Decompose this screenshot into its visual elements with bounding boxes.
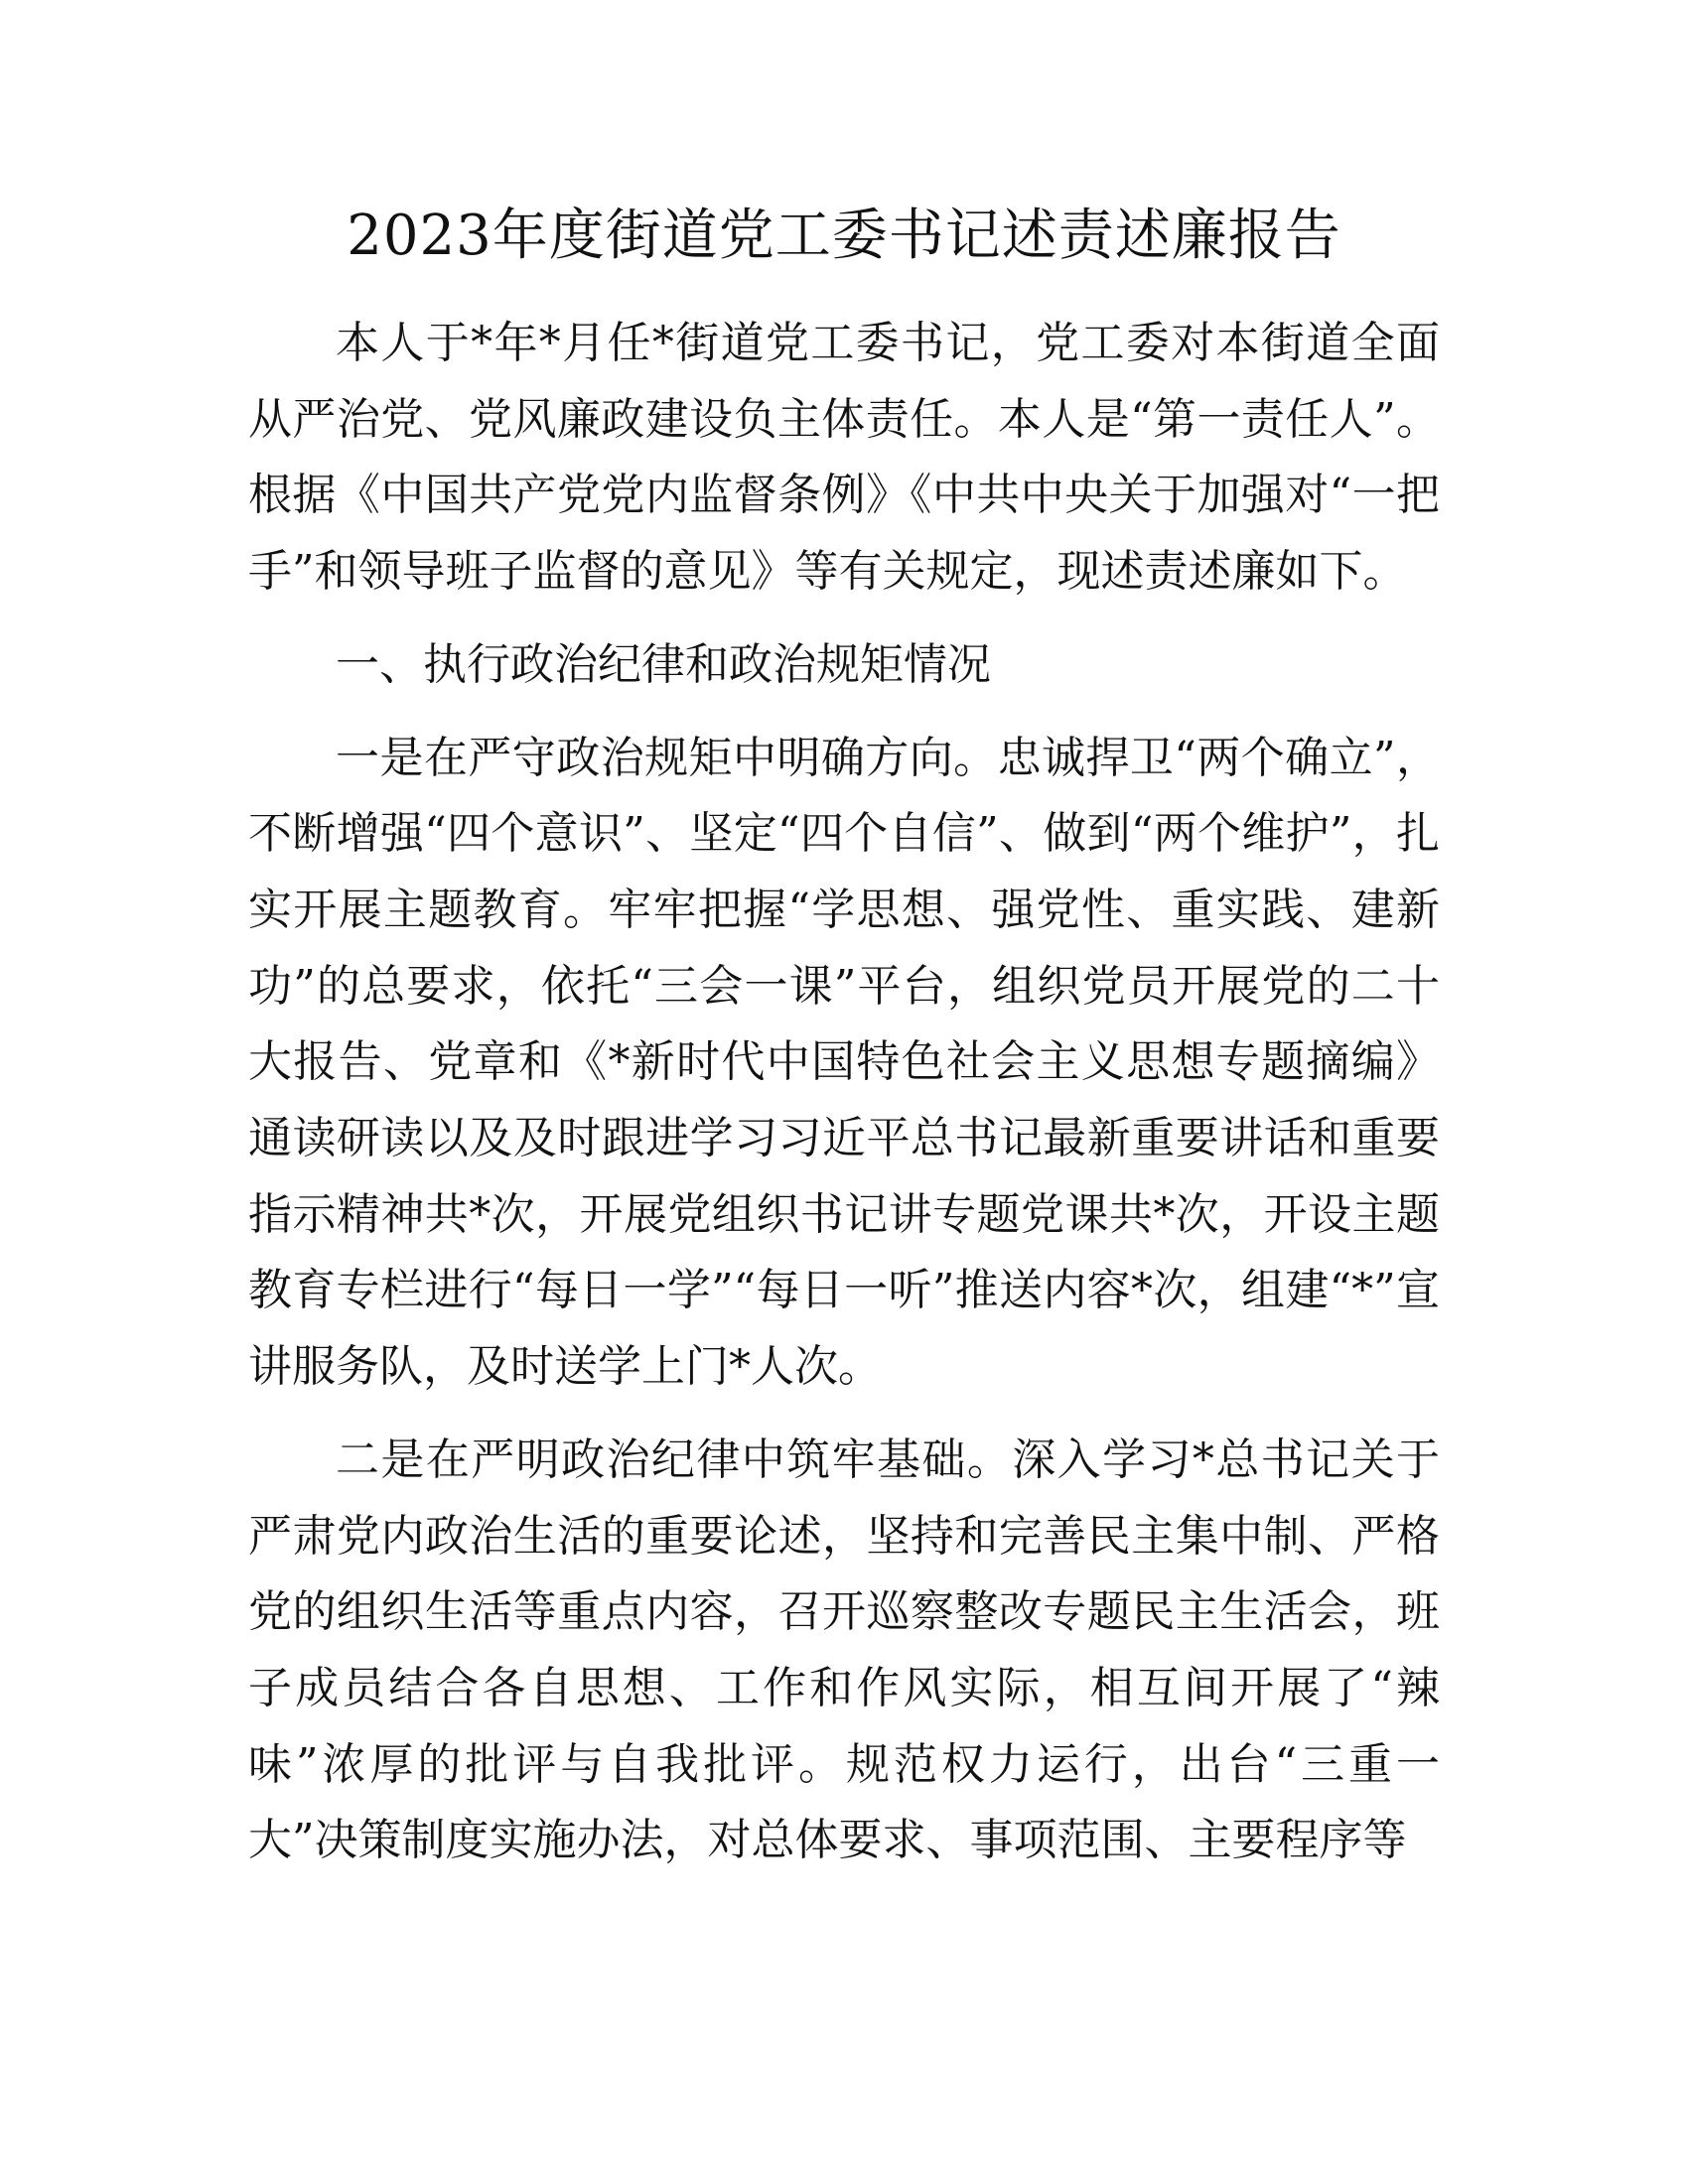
paragraph-intro: 本人于*年*月任*街道党工委书记，党工委对本街道全面从严治党、党风廉政建设负主体责任。本人是“第一责任人”。根据《中国共产党党内监督条例》《中共中央关于加强对“一把手”和领导班子监督的意见》等有关规定，现述责述廉如下。 [248,318,1440,598]
paragraph-point-2: 二是在严明政治纪律中筑牢基础。深入学习*总书记关于严肃党内政治生活的重要论述，坚持和完善民主集中制、严格党的组织生活等重点内容，召开巡察整改专题民主生活会，班子成员结合各自思想、工作和作风实际，相互间开展了“辣味”浓厚的批评与自我批评。规范权力运行，出台“三重一大”决策制度实施办法，对总体要求、事项范围、主要程序等 [248,1433,1440,1866]
section-heading-1: 一、执行政治纪律和政治规矩情况 [336,638,991,690]
paragraph-point-1: 一是在严守政治规矩中明确方向。忠诚捍卫“两个确立”，不断增强“四个意识”、坚定“四个自信”、做到“两个维护”，扎实开展主题教育。牢牢把握“学思想、强党性、重实践、建新功”的总要求，依托“三会一课”平台，组织党员开展党的二十大报告、党章和《*新时代中国特色社会主义思想专题摘编》通读研读以及及时跟进学习习近平总书记最新重要讲话和重要指示精神共*次，开展党组织书记讲专题党课共*次，开设主题教育专栏进行“每日一学”“每日一听”推送内容*次，组建“*”宣讲服务队，及时送学上门*人次。 [248,732,1440,1393]
document-title: 2023年度街道党工委书记述责述廉报告 [347,204,1341,268]
document-body [248,306,1440,1879]
